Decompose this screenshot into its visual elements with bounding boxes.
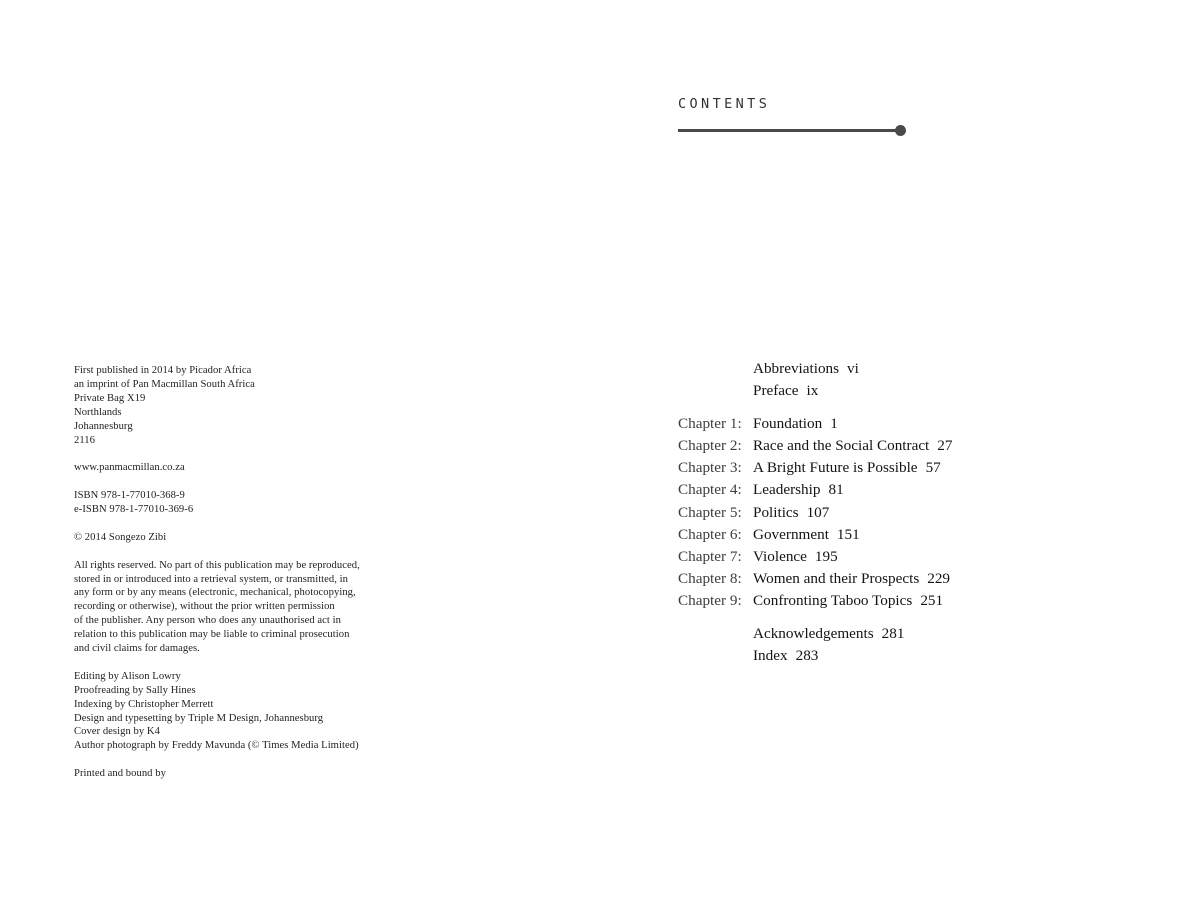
copyright-page <box>74 364 404 795</box>
toc-entry-chapter-3[interactable] <box>678 457 1098 479</box>
chapter-label: Chapter 7: <box>678 548 742 565</box>
toc-entry-chapter-5[interactable] <box>678 502 1098 524</box>
toc-entry-title: Politics <box>753 503 799 521</box>
toc-entry-title: Index <box>753 647 788 665</box>
copyright-block <box>74 531 404 545</box>
chapter-label: Chapter 6: <box>678 525 742 543</box>
toc-entry-title: A Bright Future is Possible <box>753 459 918 477</box>
rights-line: and civil claims for damages. <box>74 643 200 655</box>
toc-gap <box>678 613 1098 624</box>
toc-entry-page: 57 <box>925 459 941 477</box>
imprint-line: Northlands <box>74 406 122 418</box>
credit-line: Cover design by K4 <box>74 726 160 738</box>
chapter-label: Chapter 4: <box>678 481 742 499</box>
toc-entry-title: Confronting Taboo Topics <box>753 592 913 610</box>
chapter-label: Chapter 3: <box>678 459 742 477</box>
website-block <box>74 461 404 475</box>
heading-rule <box>678 129 900 132</box>
toc-entry-chapter-7[interactable] <box>678 546 1098 568</box>
toc-entry-page: 283 <box>795 647 819 665</box>
toc-entry-page: 229 <box>927 570 951 588</box>
toc-entry-chapter-9[interactable] <box>678 590 1098 612</box>
rights-line: any form or by any means (electronic, mechanical, photocopying, <box>74 587 356 599</box>
toc-entry-chapter-4[interactable] <box>678 479 1098 501</box>
toc-entry-title: Preface <box>753 382 799 400</box>
imprint-line: Johannesburg <box>74 420 133 432</box>
toc-entry-page: 251 <box>920 592 944 610</box>
chapter-label: Chapter 5: <box>678 503 742 521</box>
rights-line: relation to this publication may be liable to criminal prosecution <box>74 629 350 641</box>
publisher-block <box>74 364 404 447</box>
toc-entry-abbreviations[interactable] <box>678 358 1098 380</box>
table-of-contents <box>678 358 1098 667</box>
toc-entry-page: vi <box>847 360 859 377</box>
rights-line: of the publisher. Any person who does any unauthorised act in <box>74 615 341 627</box>
heading-rule-dot <box>895 125 906 136</box>
toc-entry-page: 27 <box>937 437 953 455</box>
toc-entry-preface[interactable] <box>678 380 1098 402</box>
contents-heading: CONTENTS <box>678 96 771 112</box>
toc-entry-chapter-6[interactable] <box>678 524 1098 546</box>
publisher-website: www.panmacmillan.co.za <box>74 462 185 474</box>
copyright-notice: © 2014 Songezo Zibi <box>74 531 167 543</box>
toc-entry-title: Women and their Prospects <box>753 570 920 588</box>
credit-line: Editing by Alison Lowry <box>74 670 181 682</box>
toc-entry-title: Foundation <box>753 414 823 432</box>
imprint-line: First published in 2014 by Picador Africa <box>74 365 252 376</box>
toc-entry-page: 151 <box>836 525 860 543</box>
toc-gap <box>678 402 1098 413</box>
chapter-label: Chapter 1: <box>678 414 742 432</box>
toc-entry-page: 195 <box>814 548 838 565</box>
imprint-line: Private Bag X19 <box>74 392 146 404</box>
rights-block <box>74 559 404 656</box>
chapter-label: Chapter 8: <box>678 570 742 588</box>
toc-entry-page: ix <box>806 382 819 400</box>
credit-line: Indexing by Christopher Merrett <box>74 698 214 710</box>
toc-entry-page: 281 <box>881 625 905 643</box>
toc-entry-acknowledgements[interactable] <box>678 623 1098 645</box>
toc-entry-page: 1 <box>830 414 838 432</box>
toc-entry-title: Acknowledgements <box>753 625 874 643</box>
toc-entry-title: Leadership <box>753 481 821 499</box>
toc-entry-index[interactable] <box>678 645 1098 667</box>
toc-entry-title: Violence <box>753 548 807 565</box>
toc-entry-chapter-2[interactable] <box>678 435 1098 457</box>
imprint-line: an imprint of Pan Macmillan South Africa <box>74 378 255 390</box>
credit-line: Design and typesetting by Triple M Design, Johannesburg <box>74 712 324 724</box>
rights-line: stored in or introduced into a retrieval system, or transmitted, in <box>74 573 349 585</box>
chapter-label: Chapter 2: <box>678 437 742 455</box>
imprint-line: 2116 <box>74 434 95 446</box>
toc-entry-title: Race and the Social Contract <box>753 437 930 455</box>
toc-entry-page: 81 <box>828 481 844 499</box>
credits-block <box>74 670 404 753</box>
isbn-block <box>74 489 404 517</box>
credit-line: Author photograph by Freddy Mavunda (© Times Media Limited) <box>74 740 359 752</box>
rights-line: All rights reserved. No part of this publication may be reproduced, <box>74 559 360 571</box>
printed-and-bound: Printed and bound by <box>74 768 166 780</box>
toc-entry-page: 107 <box>806 503 830 521</box>
credit-line: Proofreading by Sally Hines <box>74 684 196 696</box>
toc-entry-title: Government <box>753 525 829 543</box>
chapter-label: Chapter 9: <box>678 592 742 610</box>
e-isbn: e-ISBN 978-1-77010-369-6 <box>74 504 194 516</box>
printed-block <box>74 767 404 781</box>
toc-entry-title: Abbreviations <box>753 360 840 377</box>
rights-line: recording or otherwise), without the prior written permission <box>74 601 335 613</box>
isbn: ISBN 978-1-77010-368-9 <box>74 490 185 502</box>
toc-entry-chapter-1[interactable] <box>678 413 1098 435</box>
toc-entry-chapter-8[interactable] <box>678 568 1098 590</box>
